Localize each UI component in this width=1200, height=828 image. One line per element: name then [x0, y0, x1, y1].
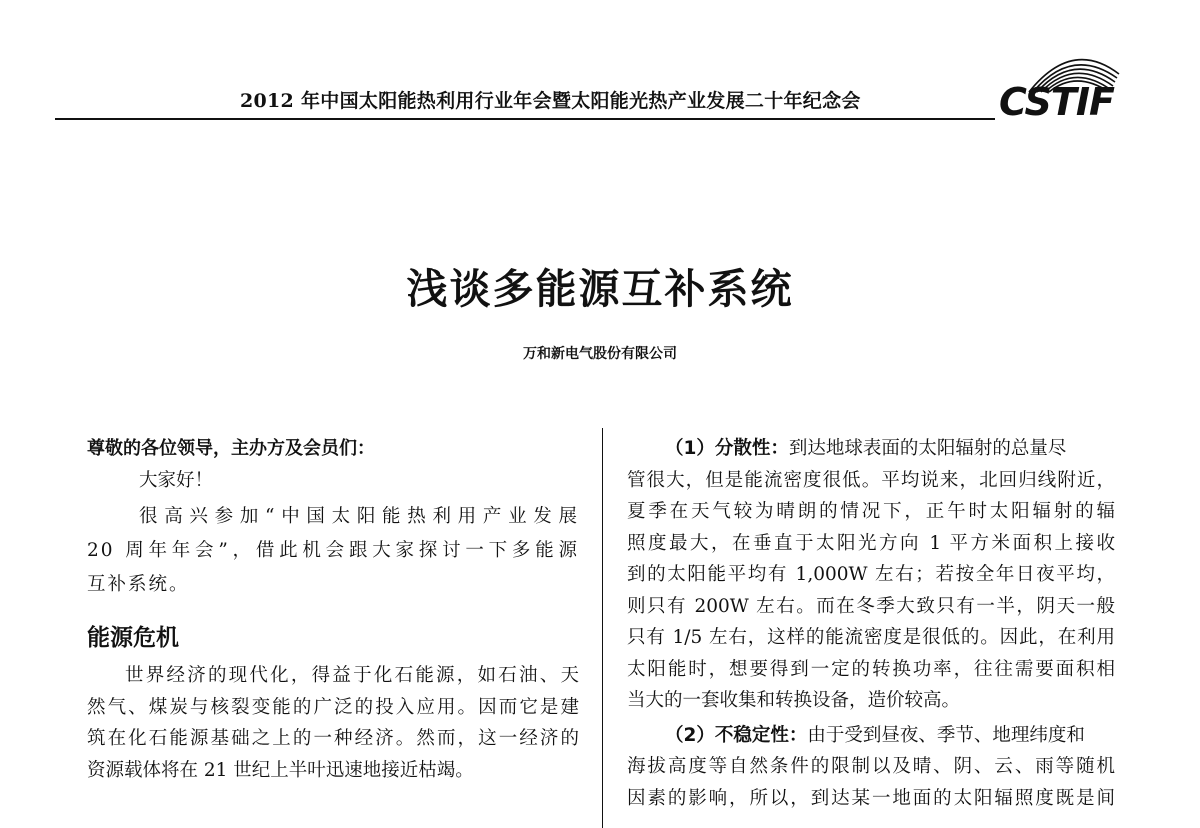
- intro-line: 20 周年年会”，借此机会跟大家探讨一下多能源: [87, 540, 579, 561]
- dispersion-lead: （1）分散性：: [665, 438, 789, 459]
- crisis-line: 然气、煤炭与核裂变能的广泛的投入应用。因而它是建: [87, 696, 579, 718]
- dispersion-paragraph: [627, 433, 1115, 717]
- greeting: 大家好！: [139, 469, 214, 491]
- instability-paragraph: [627, 720, 1115, 815]
- left-column: [87, 433, 579, 786]
- dispersion-line: 照度最大，在垂直于太阳光方向 1 平方米面积上接收: [627, 532, 1115, 554]
- dispersion-line: 则只有 200W 左右。而在冬季大致只有一半，阴天一般: [627, 595, 1115, 617]
- article-author: 万和新电气股份有限公司: [523, 346, 677, 362]
- instability-lead: （2）不稳定性：: [665, 724, 808, 746]
- dispersion-first-text: 到达地球表面的太阳辐射的总量尽: [788, 438, 1067, 459]
- dispersion-line: 当大的一套收集和转换设备，造价较高。: [627, 690, 961, 711]
- right-column: [627, 433, 1115, 814]
- crisis-line: 资源载体将在 21 世纪上半叶迅速地接近枯竭。: [87, 759, 474, 781]
- column-divider: [602, 428, 603, 828]
- instability-line: 因素的影响，所以，到达某一地面的太阳辐照度既是间: [627, 787, 1115, 809]
- intro-paragraph: [87, 500, 579, 602]
- article-title: 浅谈多能源互补系统: [406, 265, 794, 313]
- instability-first-line: [627, 720, 1115, 752]
- instability-first-text: 由于受到昼夜、季节、地理纬度和: [807, 724, 1085, 746]
- dispersion-first-line: [627, 433, 1115, 465]
- logo-text: CSTIF: [999, 80, 1114, 124]
- salutation: 尊敬的各位领导，主办方及会员们：: [87, 438, 375, 459]
- dispersion-line: 夏季在天气较为晴朗的情况下，正午时太阳辐射的辐: [627, 501, 1115, 522]
- conference-header: 2012 年中国太阳能热利用行业年会暨太阳能光热产业发展二十年纪念会: [240, 90, 861, 112]
- header-rule: [55, 118, 995, 120]
- crisis-line: 筑在化石能源基础之上的一种经济。然而，这一经济的: [87, 728, 579, 749]
- intro-line: 很高兴参加“中国太阳能热利用产业发展: [139, 506, 579, 527]
- section-heading: 能源危机: [87, 625, 179, 651]
- crisis-paragraph: [87, 660, 579, 786]
- dispersion-line: 管很大，但是能流密度很低。平均说来，北回归线附近，: [627, 469, 1115, 491]
- cstif-logo: [995, 44, 1120, 129]
- dispersion-line: 太阳能时，想要得到一定的转换功率，往往需要面积相: [627, 658, 1115, 680]
- intro-line: 互补系统。: [87, 574, 190, 595]
- crisis-line: 世界经济的现代化，得益于化石能源，如石油、天: [125, 665, 579, 686]
- dispersion-line: 只有 1/5 左右，这样的能流密度是很低的。因此，在利用: [627, 627, 1115, 648]
- dispersion-line: 到的太阳能平均有 1,000W 左右；若按全年日夜平均，: [627, 564, 1115, 585]
- instability-line: 海拔高度等自然条件的限制以及晴、阴、云、雨等随机: [627, 756, 1115, 777]
